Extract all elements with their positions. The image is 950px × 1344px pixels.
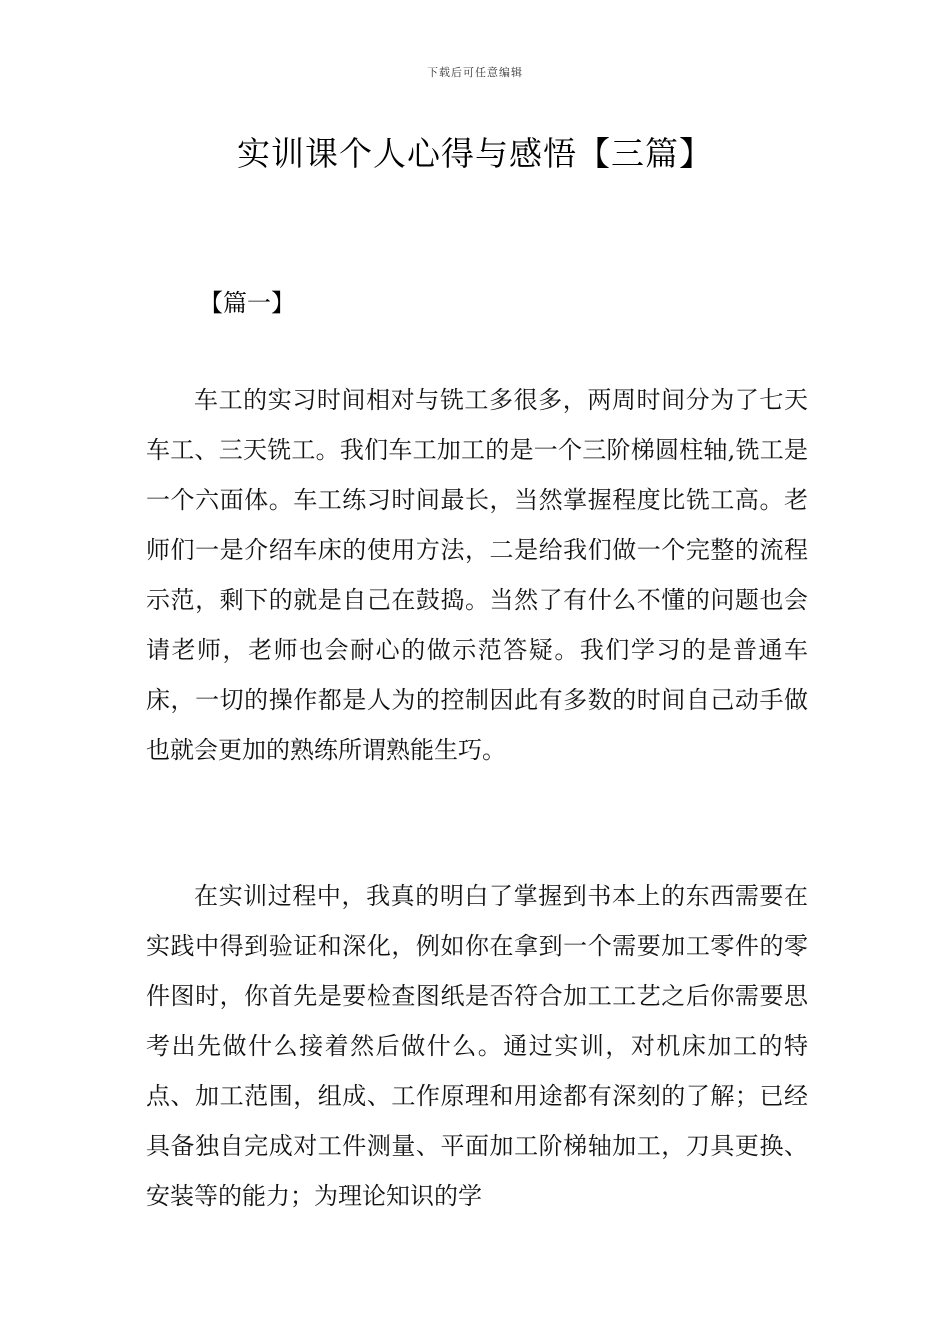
document-title: 实训课个人心得与感悟【三篇】 bbox=[237, 134, 713, 173]
header-note: 下载后可任意编辑 bbox=[427, 66, 523, 79]
paragraph-1: 车工的实习时间相对与铣工多很多，两周时间分为了七天车工、三天铣工。我们车工加工的是一个三阶梯圆柱轴,铣工是一个六面体。车工练习时间最长，当然掌握程度比铣工高。老师们一是介绍车床的使用方法，二是给我们做一个完整的流程示范，剩下的就是自己在鼓捣。当然了有什么不懂的问题也会请老师，老师也会耐心的做示范答疑。我们学习的是普通车床，一切的操作都是人为的控制因此有多数的时间自己动手做也就会更加的熟练所谓熟能生巧。 bbox=[146, 386, 808, 764]
paragraph-2: 在实训过程中，我真的明白了掌握到书本上的东西需要在实践中得到验证和深化，例如你在拿到一个需要加工零件的零件图时，你首先是要检查图纸是否符合加工工艺之后你需要思考出先做什么接着然后做什么。通过实训，对机床加工的特点、加工范围，组成、工作原理和用途都有深刻的了解；已经具备独自完成对工件测量、平面加工阶梯轴加工，刀具更换、安装等的能力；为理论知识的学 bbox=[146, 882, 808, 1210]
section-label: 【篇一】 bbox=[199, 289, 295, 317]
